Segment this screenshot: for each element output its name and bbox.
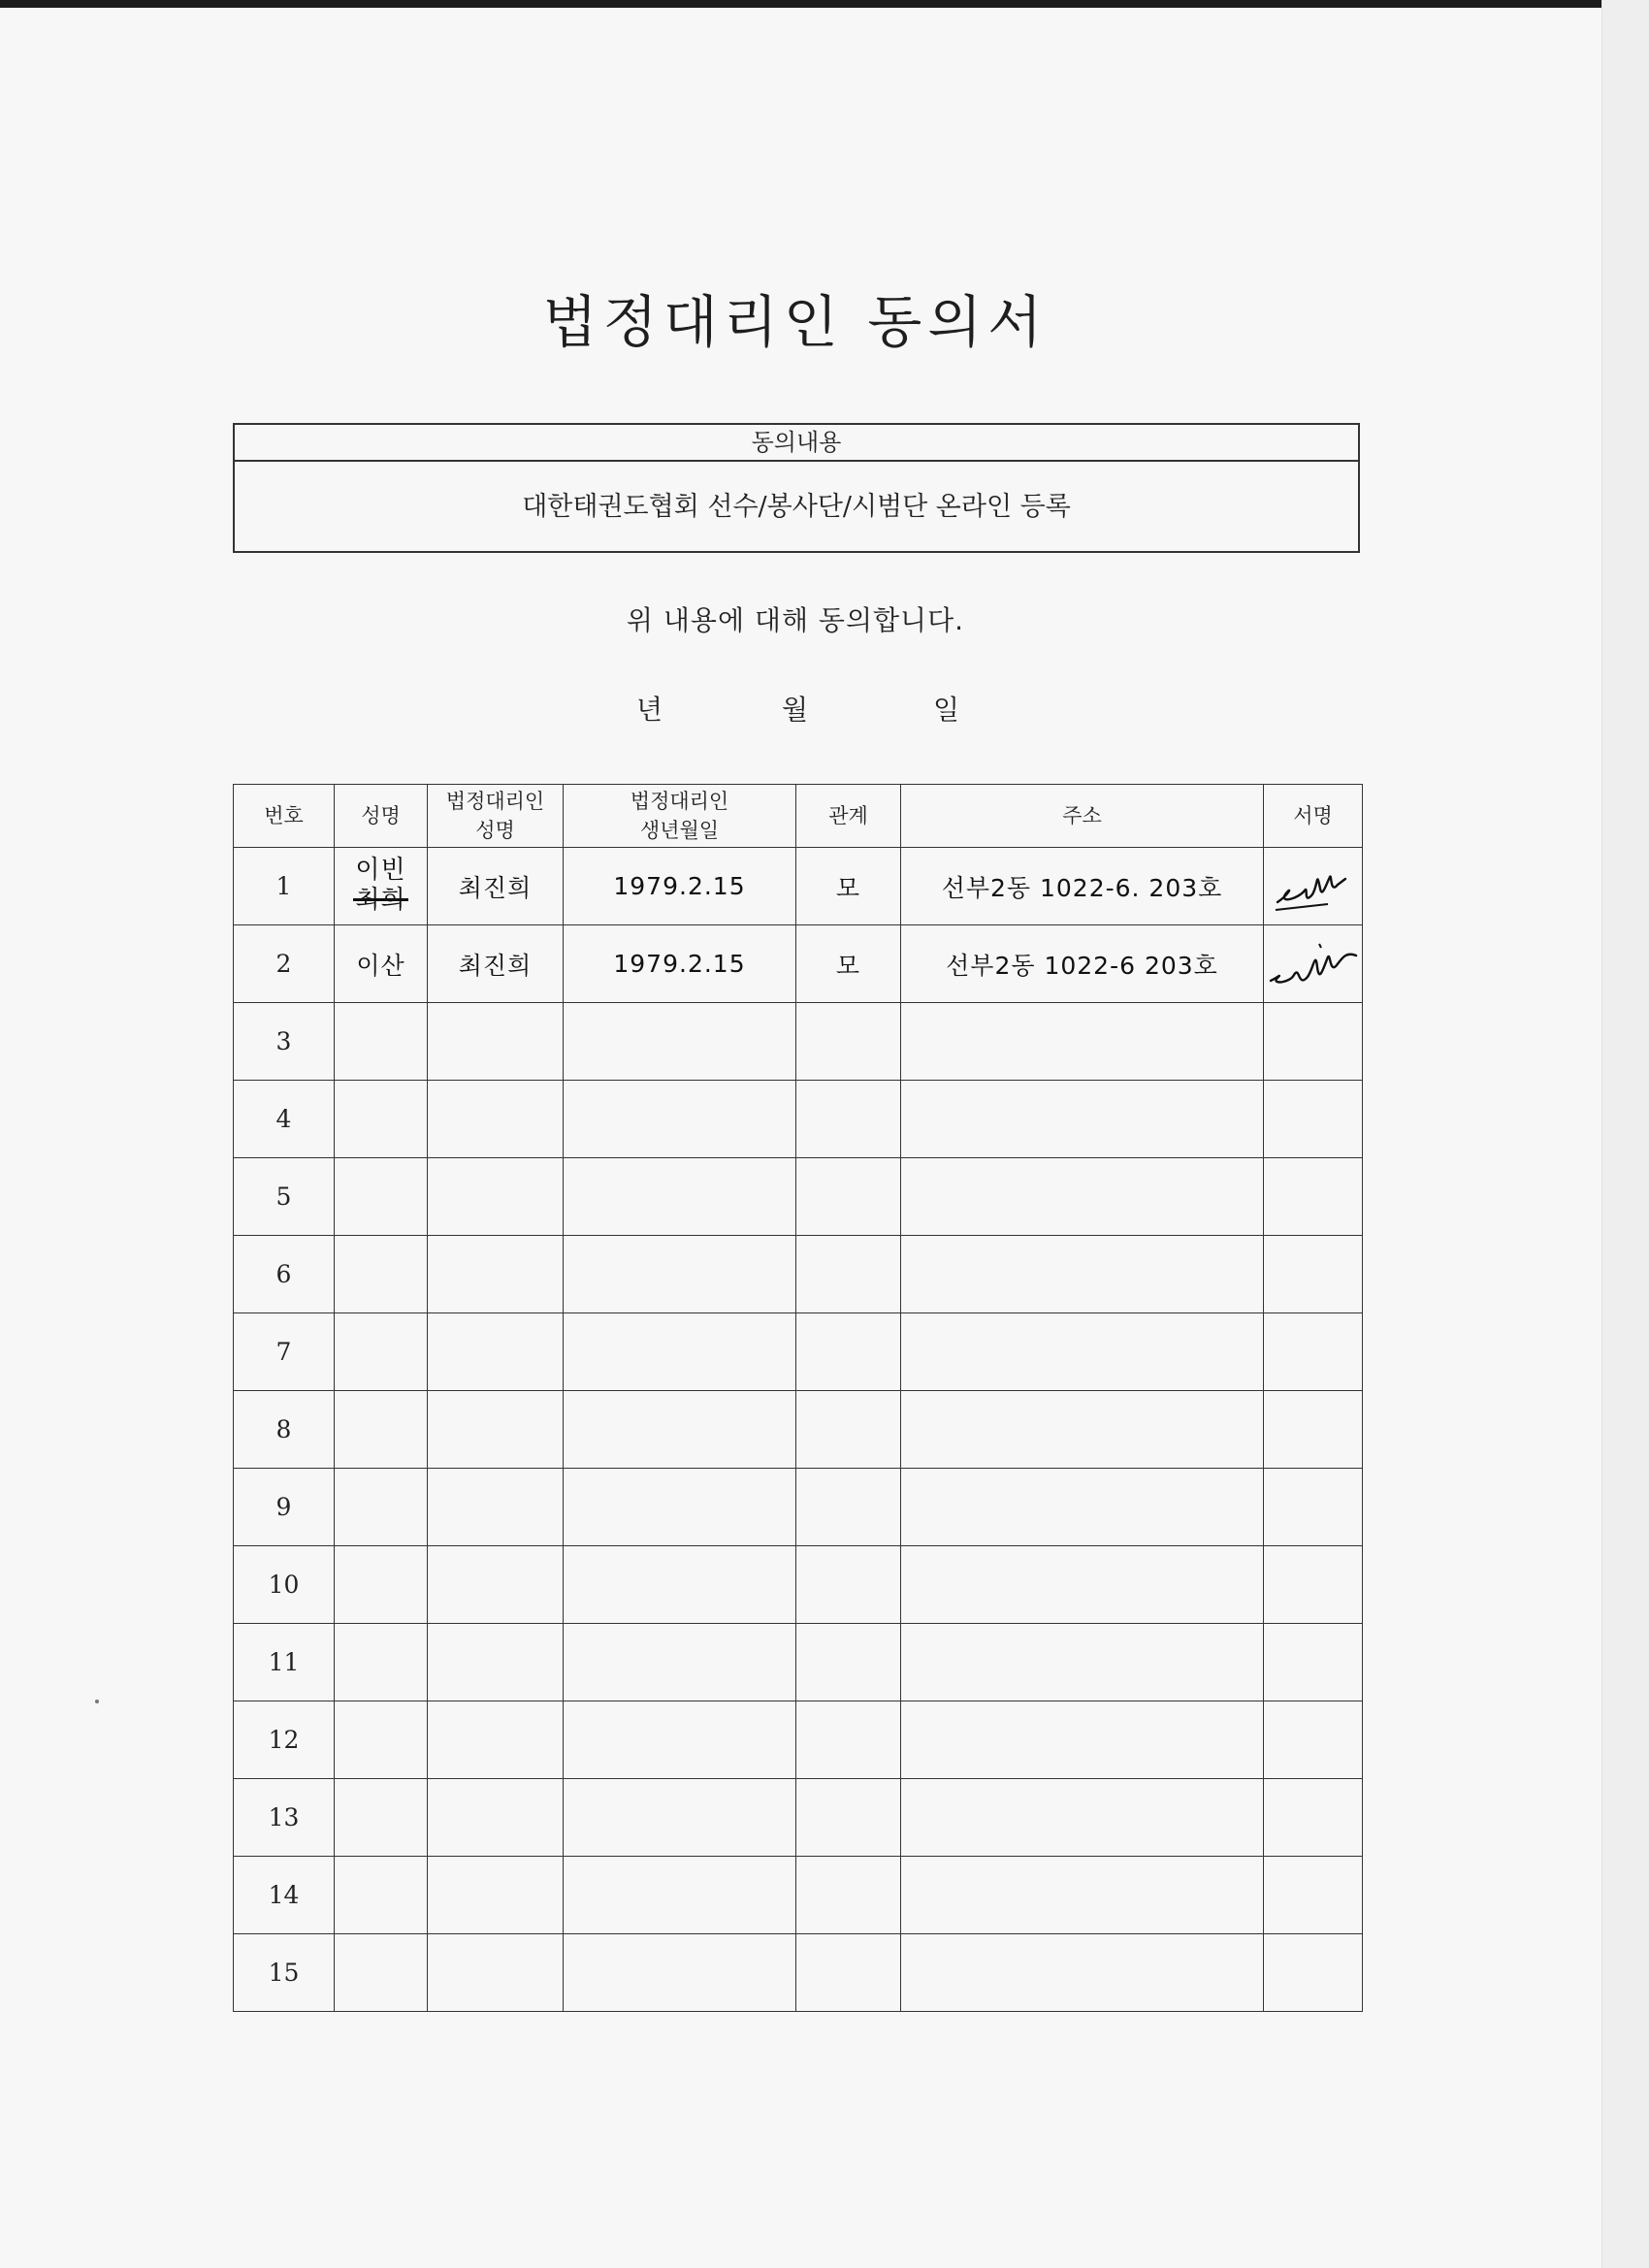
row-relation: 모 <box>796 925 901 1003</box>
row-guardian-name: 최진희 <box>428 848 564 925</box>
row-name <box>335 1624 428 1701</box>
row-relation <box>796 1158 901 1236</box>
row-number: 9 <box>234 1469 335 1546</box>
row-guardian-birth <box>564 1857 796 1934</box>
row-guardian-birth <box>564 1546 796 1624</box>
header-relation: 관계 <box>796 785 901 848</box>
row-name-struck: 최희 <box>355 880 405 916</box>
row-name-cell <box>335 848 428 925</box>
row-name: 이산 <box>335 925 428 1003</box>
row-relation <box>796 1934 901 2012</box>
header-guardian-birth <box>564 785 796 848</box>
row-signature <box>1264 1391 1363 1469</box>
signature-scribble-icon <box>1270 856 1357 918</box>
row-guardian-name <box>428 1624 564 1701</box>
row-relation <box>796 1546 901 1624</box>
row-signature <box>1264 1934 1363 2012</box>
row-name <box>335 1469 428 1546</box>
row-address <box>901 1313 1264 1391</box>
row-guardian-name <box>428 1391 564 1469</box>
header-no: 번호 <box>234 785 335 848</box>
date-month-label: 월 <box>782 694 809 726</box>
row-guardian-name <box>428 1236 564 1313</box>
row-number: 14 <box>234 1857 335 1934</box>
date-day-label: 일 <box>933 694 960 726</box>
row-address <box>901 1469 1264 1546</box>
row-address <box>901 1546 1264 1624</box>
row-relation <box>796 1391 901 1469</box>
row-relation <box>796 1236 901 1313</box>
row-number: 1 <box>234 848 335 925</box>
row-guardian-birth <box>564 1779 796 1857</box>
guardian-table <box>233 784 1363 2012</box>
row-name: 이빈 <box>355 856 406 885</box>
row-address <box>901 1158 1264 1236</box>
table-row <box>234 1934 1363 2012</box>
row-guardian-birth <box>564 1624 796 1701</box>
header-name: 성명 <box>335 785 428 848</box>
row-signature <box>1264 848 1363 925</box>
row-address <box>901 1857 1264 1934</box>
row-number: 3 <box>234 1003 335 1081</box>
row-guardian-name <box>428 1934 564 2012</box>
row-signature <box>1264 1236 1363 1313</box>
row-relation <box>796 1701 901 1779</box>
row-signature <box>1264 1624 1363 1701</box>
table-row <box>234 925 1363 1003</box>
row-name <box>335 1391 428 1469</box>
table-header-row <box>234 785 1363 848</box>
document-title: 법정대리인 동의서 <box>542 289 1049 355</box>
header-address: 주소 <box>901 785 1264 848</box>
row-guardian-birth <box>564 1934 796 2012</box>
row-signature <box>1264 1469 1363 1546</box>
row-number: 15 <box>234 1934 335 2012</box>
table-row <box>234 1081 1363 1158</box>
row-signature <box>1264 1701 1363 1779</box>
row-guardian-birth <box>564 1236 796 1313</box>
row-guardian-name: 최진희 <box>428 925 564 1003</box>
row-number: 5 <box>234 1158 335 1236</box>
row-name <box>335 1546 428 1624</box>
row-relation <box>796 1779 901 1857</box>
row-guardian-birth: 1979.2.15 <box>564 848 796 925</box>
row-number: 7 <box>234 1313 335 1391</box>
row-name <box>335 1779 428 1857</box>
row-relation <box>796 1081 901 1158</box>
row-guardian-name <box>428 1469 564 1546</box>
row-signature <box>1264 1003 1363 1081</box>
row-name <box>335 1158 428 1236</box>
row-address <box>901 1003 1264 1081</box>
row-relation <box>796 1624 901 1701</box>
row-guardian-birth <box>564 1469 796 1546</box>
table-row <box>234 1857 1363 1934</box>
row-address <box>901 1701 1264 1779</box>
row-address: 선부2동 1022-6 203호 <box>901 925 1264 1003</box>
header-guardian-birth-line1: 법정대리인 <box>630 790 729 813</box>
row-relation <box>796 1003 901 1081</box>
row-guardian-name <box>428 1158 564 1236</box>
header-guardian-birth-line2: 생년월일 <box>639 819 720 842</box>
table-row <box>234 1391 1363 1469</box>
row-guardian-birth <box>564 1158 796 1236</box>
consent-header: 동의내용 <box>235 425 1358 462</box>
row-address <box>901 1779 1264 1857</box>
row-guardian-name <box>428 1701 564 1779</box>
row-signature <box>1264 1158 1363 1236</box>
row-relation: 모 <box>796 848 901 925</box>
row-address <box>901 1236 1264 1313</box>
row-name <box>335 1003 428 1081</box>
row-number: 6 <box>234 1236 335 1313</box>
table-row <box>234 1624 1363 1701</box>
row-guardian-birth: 1979.2.15 <box>564 925 796 1003</box>
row-guardian-birth <box>564 1003 796 1081</box>
row-name <box>335 1236 428 1313</box>
table-row <box>234 1003 1363 1081</box>
agreement-statement: 위 내용에 대해 동의합니다. <box>626 604 965 636</box>
table-row <box>234 1313 1363 1391</box>
row-name <box>335 1313 428 1391</box>
row-signature <box>1264 1313 1363 1391</box>
row-guardian-name <box>428 1546 564 1624</box>
table-row <box>234 1546 1363 1624</box>
row-address <box>901 1081 1264 1158</box>
table-row <box>234 1236 1363 1313</box>
row-number: 10 <box>234 1546 335 1624</box>
table-row <box>234 1701 1363 1779</box>
header-signature: 서명 <box>1264 785 1363 848</box>
row-relation <box>796 1469 901 1546</box>
table-row <box>234 848 1363 925</box>
header-guardian-name-line2: 성명 <box>475 819 515 842</box>
header-guardian-name <box>428 785 564 848</box>
row-name <box>335 1701 428 1779</box>
scan-speck <box>95 1700 99 1703</box>
row-guardian-name <box>428 1779 564 1857</box>
row-number: 11 <box>234 1624 335 1701</box>
row-address: 선부2동 1022-6. 203호 <box>901 848 1264 925</box>
signature-scribble-icon <box>1265 930 1362 998</box>
row-name <box>335 1081 428 1158</box>
row-number: 4 <box>234 1081 335 1158</box>
row-number: 2 <box>234 925 335 1003</box>
scan-top-edge <box>0 0 1649 8</box>
row-signature <box>1264 1081 1363 1158</box>
consent-box <box>233 423 1360 553</box>
row-signature <box>1264 1779 1363 1857</box>
table-row <box>234 1469 1363 1546</box>
scan-right-margin <box>1601 0 1649 2268</box>
row-signature <box>1264 1546 1363 1624</box>
row-number: 13 <box>234 1779 335 1857</box>
row-guardian-name <box>428 1003 564 1081</box>
date-year-label: 년 <box>636 694 663 726</box>
row-name <box>335 1857 428 1934</box>
row-guardian-birth <box>564 1313 796 1391</box>
row-guardian-name <box>428 1313 564 1391</box>
row-address <box>901 1391 1264 1469</box>
row-name <box>335 1934 428 2012</box>
consent-body: 대한태권도협회 선수/봉사단/시범단 온라인 등록 <box>522 492 1071 522</box>
table-row <box>234 1779 1363 1857</box>
row-signature <box>1264 925 1363 1003</box>
row-address <box>901 1934 1264 2012</box>
row-signature <box>1264 1857 1363 1934</box>
row-number: 8 <box>234 1391 335 1469</box>
row-guardian-birth <box>564 1701 796 1779</box>
table-row <box>234 1158 1363 1236</box>
row-guardian-name <box>428 1081 564 1158</box>
row-guardian-name <box>428 1857 564 1934</box>
row-relation <box>796 1313 901 1391</box>
row-relation <box>796 1857 901 1934</box>
row-number: 12 <box>234 1701 335 1779</box>
row-guardian-birth <box>564 1081 796 1158</box>
row-address <box>901 1624 1264 1701</box>
row-guardian-birth <box>564 1391 796 1469</box>
header-guardian-name-line1: 법정대리인 <box>445 790 545 813</box>
